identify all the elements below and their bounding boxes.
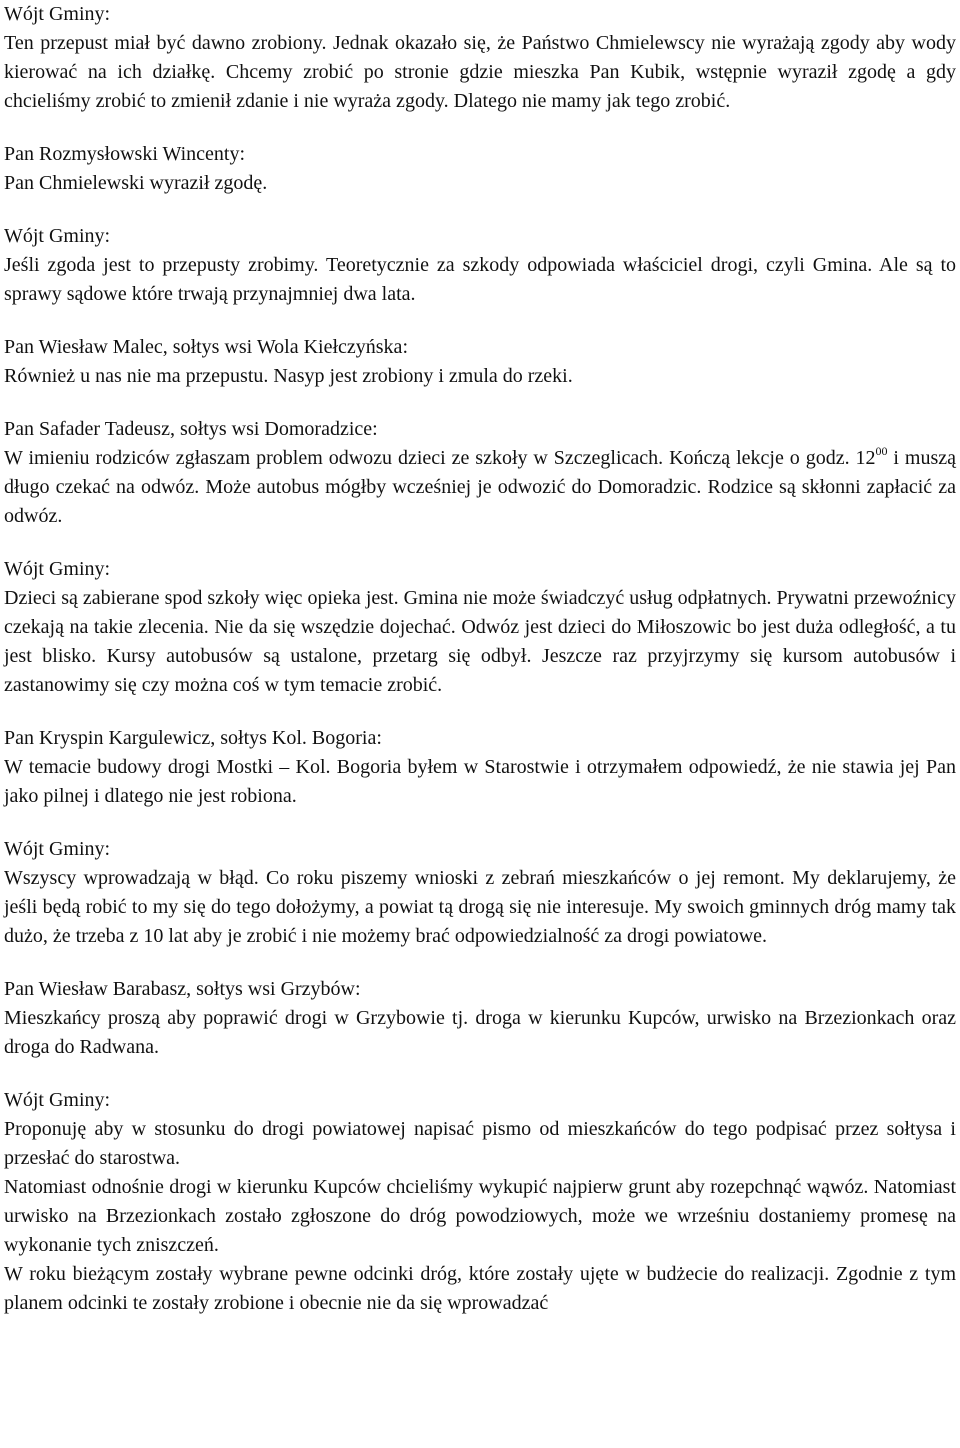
statement-text: W temacie budowy drogi Mostki – Kol. Bogoria byłem w Starostwie i otrzymałem odpowiedź, że nie stawia jej Pan jako pilnej i dlatego nie jest robiona. bbox=[4, 756, 956, 807]
statement-block bbox=[4, 222, 956, 309]
speaker-label: Pan Kryspin Kargulewicz, sołtys Kol. Bogoria: bbox=[4, 727, 382, 749]
speaker-label: Wójt Gminy: bbox=[4, 1089, 111, 1111]
statement-block bbox=[4, 140, 956, 198]
statement-text: Ten przepust miał być dawno zrobiony. Jednak okazało się, że Państwo Chmielewscy nie wyrażają zgody aby wody kierować na ich działkę. Chcemy zrobić po stronie gdzie mieszka Pan Kubik, wstępnie wyraził zgodę a gdy chcieliśmy zrobić to zmienił zdanie i nie wyraża zgody. Dlatego nie mamy jak tego zrobić. bbox=[4, 32, 956, 112]
speaker-label: Wójt Gminy: bbox=[4, 225, 111, 247]
statement-text: Proponuję aby w stosunku do drogi powiatowej napisać pismo od mieszkańców do tego podpisać przez sołtysa i przesłać do starostwa. bbox=[4, 1118, 956, 1169]
time-superscript: 00 bbox=[875, 444, 888, 458]
statement-text: W roku bieżącym zostały wybrane pewne odcinki dróg, które zostały ujęte w budżecie do realizacji. Zgodnie z tym planem odcinki te zostały zrobione i obecnie nie da się wprowadzać bbox=[4, 1263, 956, 1314]
statement-text-part: W imieniu rodziców zgłaszam problem odwozu dzieci ze szkoły w Szczeglicach. Kończą lekcje o godz. 12 bbox=[4, 447, 876, 469]
statement-block bbox=[4, 555, 956, 700]
statement-text: Pan Chmielewski wyraził zgodę. bbox=[4, 172, 268, 194]
statement-text-part: i muszą długo czekać na odwóz. Może autobus mógłby wcześniej je odwozić do Domoradzic. Rodzice są skłonni zapłacić za odwóz. bbox=[4, 447, 956, 527]
speaker-label: Pan Safader Tadeusz, sołtys wsi Domoradzice: bbox=[4, 418, 378, 440]
statement-block bbox=[4, 724, 956, 811]
statement-block bbox=[4, 835, 956, 951]
statement-text: Natomiast odnośnie drogi w kierunku Kupców chcieliśmy wykupić najpierw grunt aby rozepchnąć wąwóz. Natomiast urwisko na Brzezionkach zostało zgłoszone do dróg powodziowych, może we wrześniu dostaniemy promesę na wykonanie tych zniszczeń. bbox=[4, 1176, 956, 1256]
document-page bbox=[4, 0, 956, 1318]
statement-text: Wszyscy wprowadzają w błąd. Co roku piszemy wnioski z zebrań mieszkańców o jej remont. My deklarujemy, że jeśli będą robić to my się do tego dołożymy, a powiat tą drogą się nie interesuje. My swoich gminnych dróg mamy tak dużo, że trzeba z 10 lat aby je zrobić i nie możemy brać odpowiedzialność za drogi powiatowe. bbox=[4, 867, 956, 947]
speaker-label: Pan Rozmysłowski Wincenty: bbox=[4, 143, 246, 165]
statement-block bbox=[4, 0, 956, 116]
statement-block bbox=[4, 1086, 956, 1318]
speaker-label: Pan Wiesław Barabasz, sołtys wsi Grzybów: bbox=[4, 978, 361, 1000]
statement-block bbox=[4, 975, 956, 1062]
speaker-label: Wójt Gminy: bbox=[4, 558, 111, 580]
speaker-label: Wójt Gminy: bbox=[4, 838, 111, 860]
statement-text: Mieszkańcy proszą aby poprawić drogi w Grzybowie tj. droga w kierunku Kupców, urwisko na Brzezionkach oraz droga do Radwana. bbox=[4, 1007, 956, 1058]
statement-text: Dzieci są zabierane spod szkoły więc opieka jest. Gmina nie może świadczyć usług odpłatnych. Prywatni przewoźnicy czekają na takie zlecenia. Nie da się wszędzie dojechać. Odwóz jest dzieci do Miłoszowic bo jest duża odległość, a tu jest blisko. Kursy autobusów są ustalone, przetarg się odbył. Jeszcze raz przyjrzymy się kursom autobusów i zastanowimy się czy można coś w tym temacie zrobić. bbox=[4, 587, 956, 696]
statement-text: Również u nas nie ma przepustu. Nasyp jest zrobiony i zmula do rzeki. bbox=[4, 365, 573, 387]
statement-block bbox=[4, 333, 956, 391]
statement-block bbox=[4, 415, 956, 531]
statement-text bbox=[4, 444, 956, 531]
speaker-label: Pan Wiesław Malec, sołtys wsi Wola Kiełczyńska: bbox=[4, 336, 408, 358]
speaker-label: Wójt Gminy: bbox=[4, 3, 111, 25]
statement-text: Jeśli zgoda jest to przepusty zrobimy. Teoretycznie za szkody odpowiada właściciel drogi, czyli Gmina. Ale są to sprawy sądowe które trwają przynajmniej dwa lata. bbox=[4, 254, 956, 305]
